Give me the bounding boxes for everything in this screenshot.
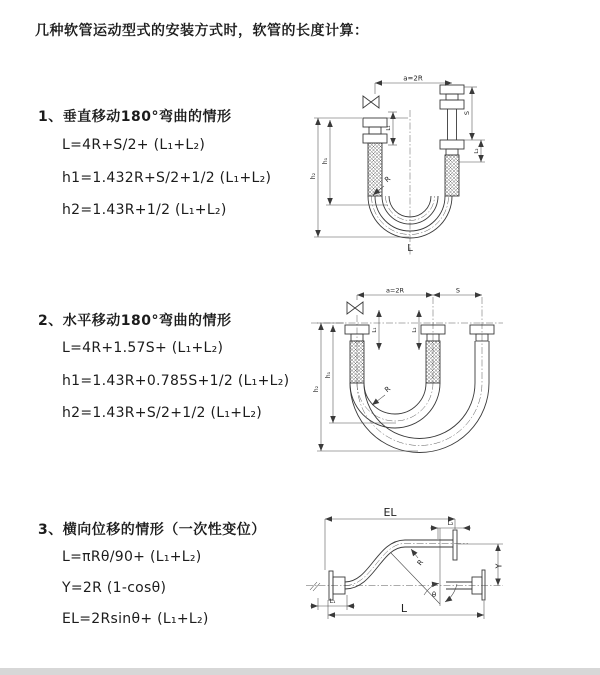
dim-label-el: EL <box>383 506 397 519</box>
section-1-formula-L: L=4R+S/2+ (L₁+L₂) <box>62 137 206 153</box>
section-3-formula-EL: EL=2Rsinθ+ (L₁+L₂) <box>62 611 209 627</box>
dim-label-a2r: a=2R <box>385 286 405 295</box>
dim-label-l2: L₂ <box>447 520 454 527</box>
upper-flange-displaced <box>453 530 457 560</box>
dim-label-l2: L₂ <box>474 148 480 154</box>
section-1-formula-h1: h1=1.432R+S/2+1/2 (L₁+L₂) <box>62 170 272 186</box>
dim-label-l1: L₁ <box>372 327 378 333</box>
centerlines <box>306 544 503 586</box>
section-2-heading: 2、水平移动180°弯曲的情形 <box>38 313 232 329</box>
section-3-formula-Y: Y=2R (1-cosθ) <box>62 580 167 596</box>
dim-label-h2: h₂ <box>313 385 320 393</box>
dim-label-h1: h₁ <box>322 157 329 165</box>
dim-label-s: S <box>463 110 471 116</box>
section-2-formula-h1: h1=1.43R+0.785S+1/2 (L₁+L₂) <box>62 373 290 389</box>
dim-label-l2: L₂ <box>412 327 418 333</box>
braided-hose-middle <box>426 341 440 383</box>
hose-drawing <box>363 85 464 238</box>
left-fitting <box>363 118 387 127</box>
dim-label-y: Y <box>494 563 504 569</box>
dim-label-l-total: L <box>400 602 408 615</box>
section-2-formula-h2: h2=1.43R+S/2+1/2 (L₁+L₂) <box>62 405 263 421</box>
dim-label-l1: L₁ <box>386 125 392 131</box>
right-fitting-upper <box>440 85 464 94</box>
diagram-3-lateral-displacement <box>298 498 600 670</box>
valve-icon <box>371 96 379 108</box>
diagram-2-horizontal-move-180-bend <box>303 283 600 473</box>
centerline-break-mark <box>310 582 320 591</box>
centerlines <box>372 110 449 256</box>
radius-leader <box>372 395 385 405</box>
angle-arc <box>445 584 457 602</box>
section-3-heading: 3、横向位移的情形（一次性变位） <box>38 522 266 538</box>
section-1-formula-h2: h2=1.43R+1/2 (L₁+L₂) <box>62 202 227 218</box>
scan-edge-shadow <box>0 668 600 675</box>
right-fitting-lower <box>440 140 464 149</box>
valve-icon <box>355 302 363 314</box>
braided-hose-left <box>368 143 382 196</box>
diagram-1-vertical-move-180-bend <box>300 66 600 266</box>
hose-drawing <box>345 302 494 453</box>
section-2-formula-L: L=4R+1.57S+ (L₁+L₂) <box>62 340 224 356</box>
dim-label-l-total: L <box>407 243 413 254</box>
section-1-heading: 1、垂直移动180°弯曲的情形 <box>38 109 232 125</box>
dim-label-theta: θ <box>431 591 437 599</box>
section-3-formula-L: L=πRθ/90+ (L₁+L₂) <box>62 549 202 565</box>
dim-label-r: R <box>383 174 393 185</box>
braided-hose-right <box>445 155 459 196</box>
valve-icon <box>347 302 355 314</box>
dim-label-h1: h₁ <box>325 371 332 379</box>
hose-drawing <box>329 530 485 600</box>
page-title: 几种软管运动型式的安装方式时，软管的长度计算： <box>35 23 369 39</box>
u-bend-displaced <box>350 383 489 453</box>
dim-label-r: R <box>383 384 393 395</box>
u-bend-original <box>350 383 440 428</box>
braided-hose-left <box>350 341 364 383</box>
dim-label-r: R <box>415 558 426 568</box>
valve-icon <box>363 96 371 108</box>
lower-flange-original <box>482 570 485 600</box>
dim-label-s: S <box>455 286 461 295</box>
dim-label-a2r: a=2R <box>403 74 423 83</box>
dim-label-l1: L₁ <box>329 598 336 605</box>
dim-label-h2: h₂ <box>310 172 317 180</box>
radius-leader <box>411 549 418 558</box>
